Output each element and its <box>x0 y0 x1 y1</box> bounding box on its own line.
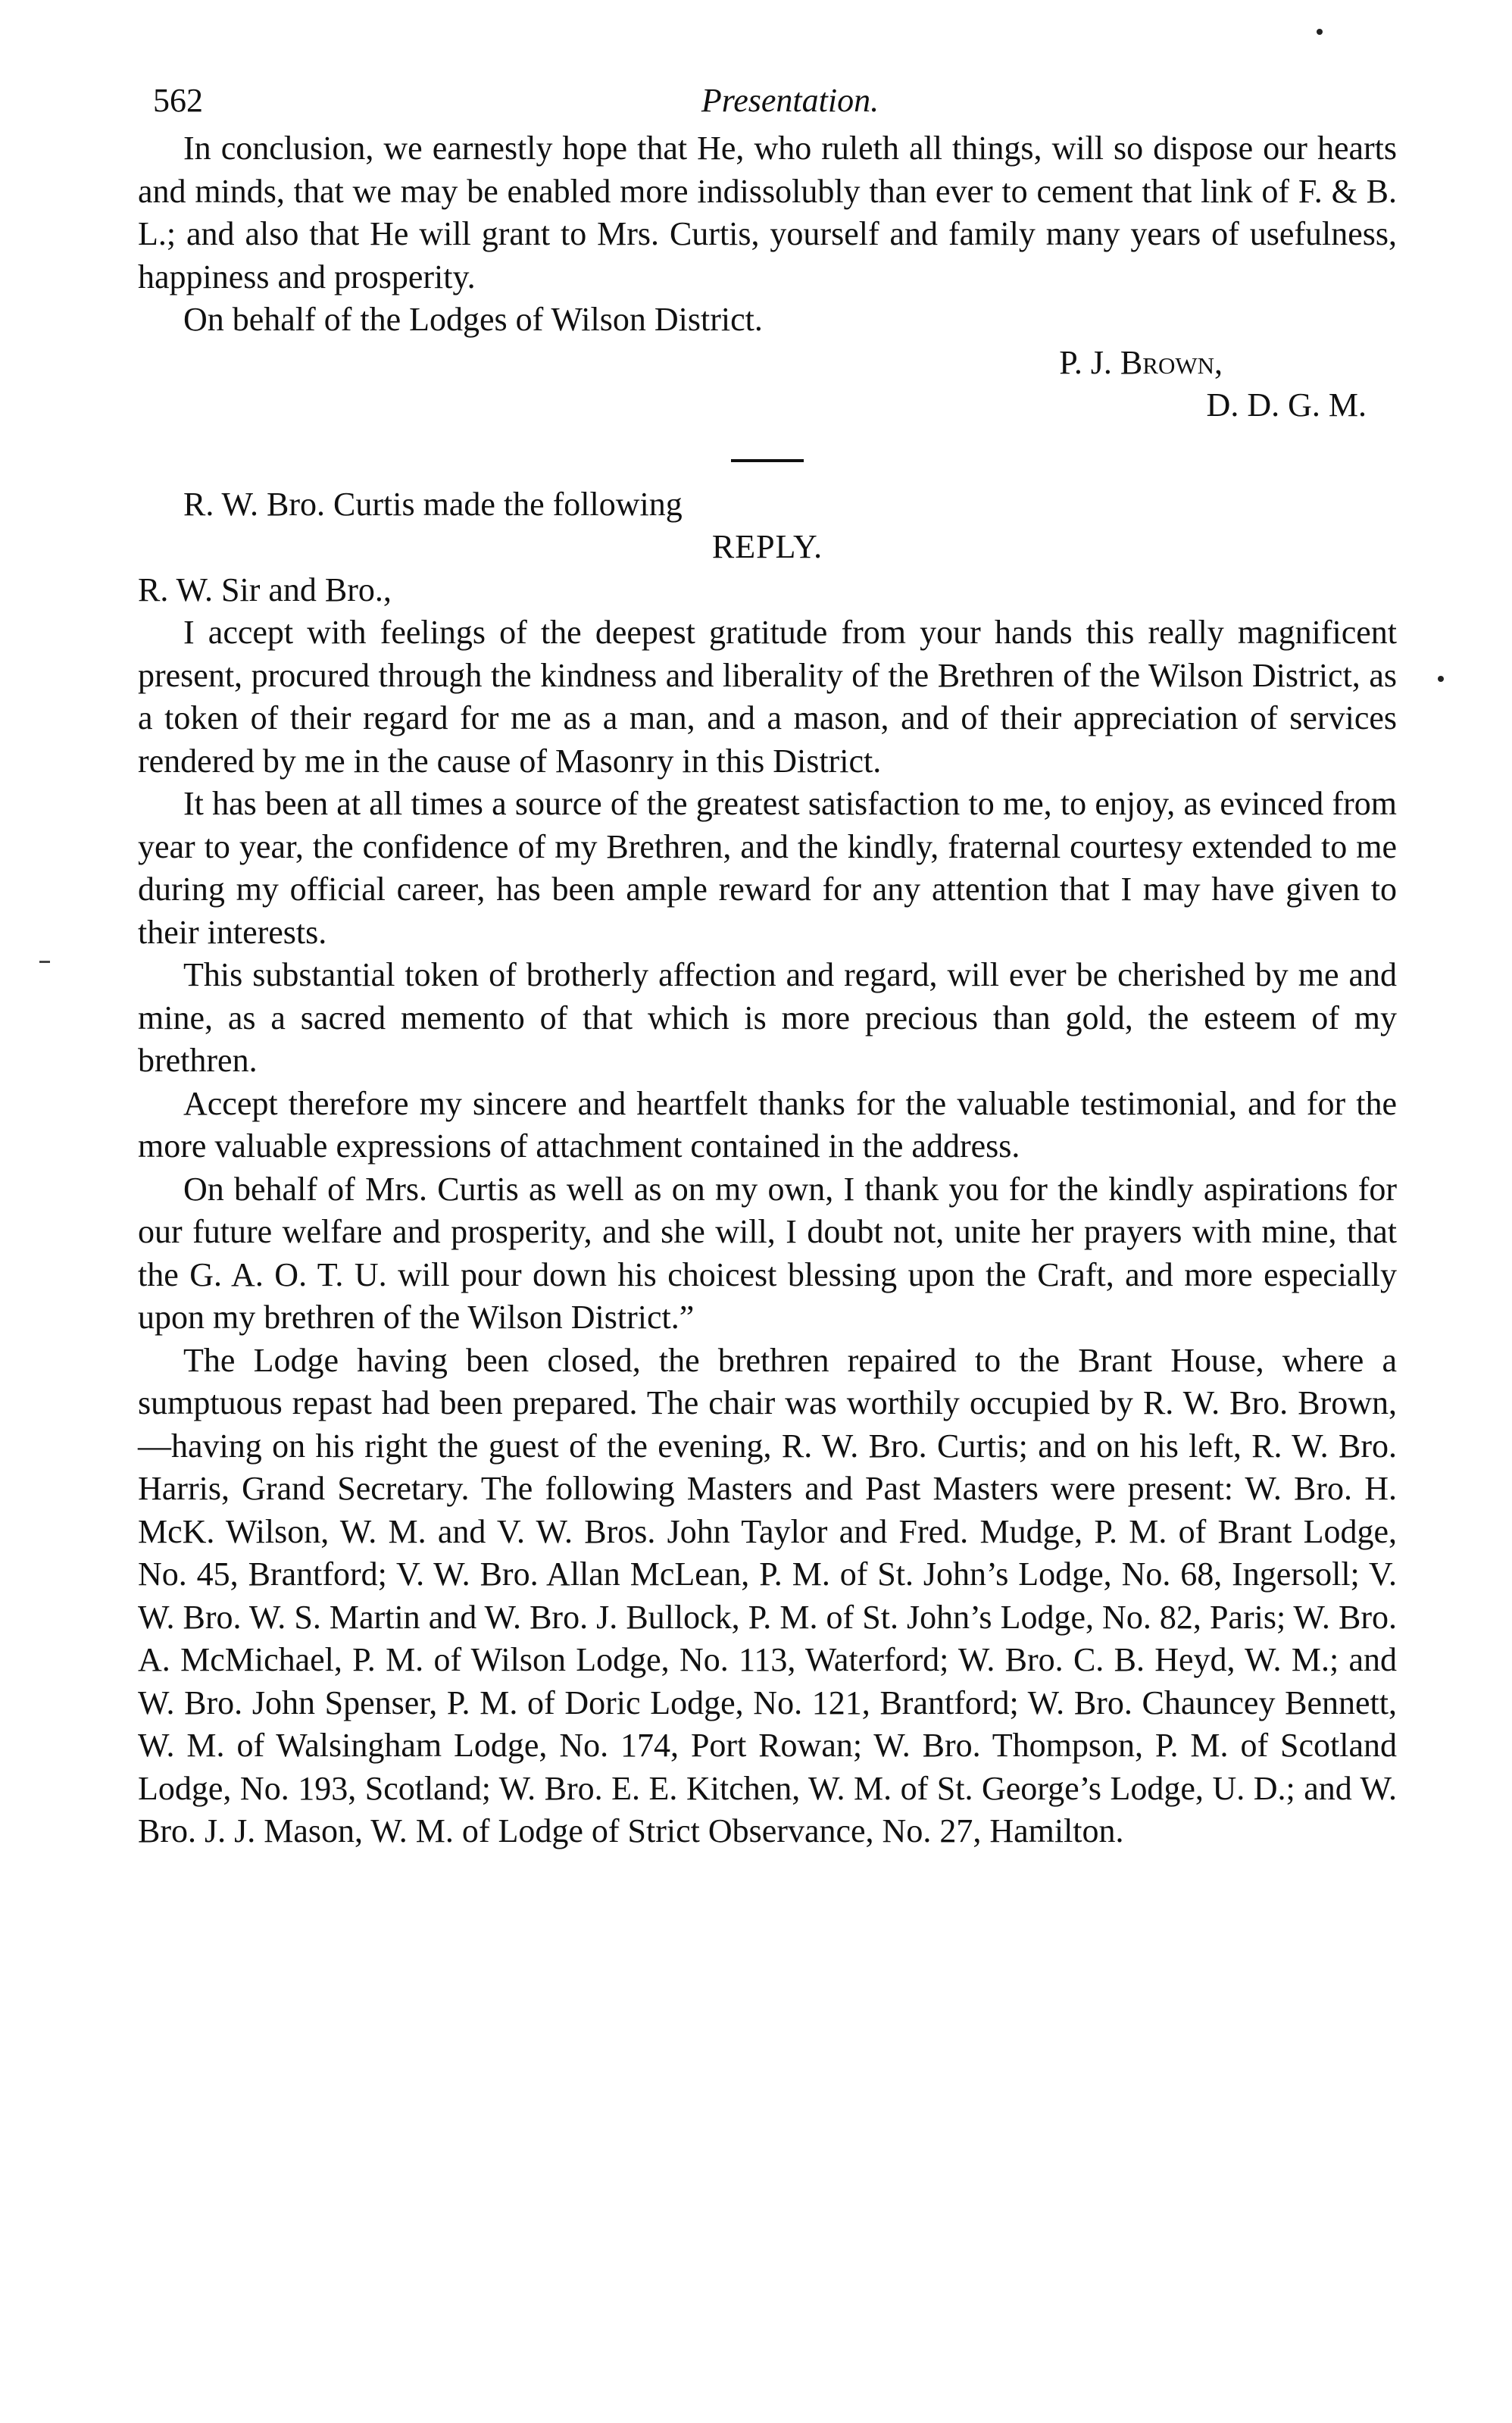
book-page <box>138 74 1397 1853</box>
banquet-paragraph: The Lodge having been closed, the brethren repaired to the Brant House, where a sumptuous repast had been prepared. The chair was worthily occupied by R. W. Bro. Brown,—having on his right the guest of the evening, R. W. Bro. Curtis; and on his left, R. W. Bro. Harris, Grand Secretary. The following Masters and Past Masters were present: W. Bro. H. McK. Wilson, W. M. and V. W. Bros. John Taylor and Fred. Mudge, P. M. of Brant Lodge, No. 45, Brantford; V. W. Bro. Allan McLean, P. M. of St. John’s Lodge, No. 68, Ingersoll; V. W. Bro. W. S. Martin and W. Bro. J. Bullock, P. M. of St. John’s Lodge, No. 82, Paris; W. Bro. A. McMichael, P. M. of Wilson Lodge, No. 113, Waterford; W. Bro. C. B. Heyd, W. M.; and W. Bro. John Spenser, P. M. of Doric Lodge, No. 121, Brantford; W. Bro. Chauncey Bennett, W. M. of Walsingham Lodge, No. 174, Port Rowan; W. Bro. Thompson, P. M. of Scotland Lodge, No. 193, Scotland; W. Bro. E. E. Kitchen, W. M. of St. George’s Lodge, U. D.; and W. Bro. J. J. Mason, W. M. of Lodge of Strict Observance, No. 27, Hamilton. <box>138 1341 1397 1849</box>
running-head: Presentation. <box>701 82 879 119</box>
reply-heading: REPLY. <box>711 528 823 565</box>
reply-paragraph: On behalf of Mrs. Curtis as well as on my own, I thank you for the kindly aspirations for our future welfare and prosperity, and she will, I doubt not, unite her prayers with mine, that the G. A. O. T. U. will pour down his choicest blessing upon the Craft, and more especially upon my brethren of the Wilson District.” <box>138 1170 1397 1336</box>
margin-speck-right <box>1438 676 1444 682</box>
reply-salutation: R. W. Sir and Bro., <box>138 571 392 608</box>
reply-paragraph: I accept with feelings of the deepest gratitude from your hands this really magnificent present, procured through the kindness and liberality of the Brethren of the Wilson District, as a token of their regard for me as a man, and a mason, and of their appreciation of services rendered by me in the cause of Masonry in this District. <box>138 614 1397 780</box>
signer-name: P. J. Brown, <box>1059 343 1223 381</box>
reply-paragraph: Accept therefore my sincere and heartfelt thanks for the valuable testimonial, and for the more valuable expressions of attachment contained in the address. <box>138 1084 1397 1165</box>
margin-dash-left <box>39 961 50 963</box>
reply-paragraph: It has been at all times a source of the greatest satisfaction to me, to enjoy, as evinced from year to year, the confidence of my Brethren, and the kindly, fraternal courtesy extended to me during my official career, has been ample reward for any attention that I may have given to their interests. <box>138 785 1397 951</box>
signer-title: D. D. G. M. <box>1206 386 1367 424</box>
margin-speck-top <box>1317 29 1323 35</box>
address-closing-paragraph: In conclusion, we earnestly hope that He, who ruleth all things, will so dispose our hearts and minds, that we may be enabled more indissolubly than ever to cement that link of F. & B. L.; and also that He will grant to Mrs. Curtis, yourself and family many years of usefulness, happiness and prosperity. <box>138 130 1397 295</box>
reply-paragraph: This substantial token of brotherly affection and regard, will ever be cherished by me and mine, as a sacred memento of that which is more precious than gold, the esteem of my brethren. <box>138 956 1397 1079</box>
address-on-behalf: On behalf of the Lodges of Wilson District. <box>183 301 763 338</box>
page-header <box>138 74 1397 127</box>
address-signature <box>138 342 1397 427</box>
page-number: 562 <box>153 82 203 119</box>
section-divider <box>731 459 804 462</box>
reply-intro: R. W. Bro. Curtis made the following <box>183 485 683 523</box>
